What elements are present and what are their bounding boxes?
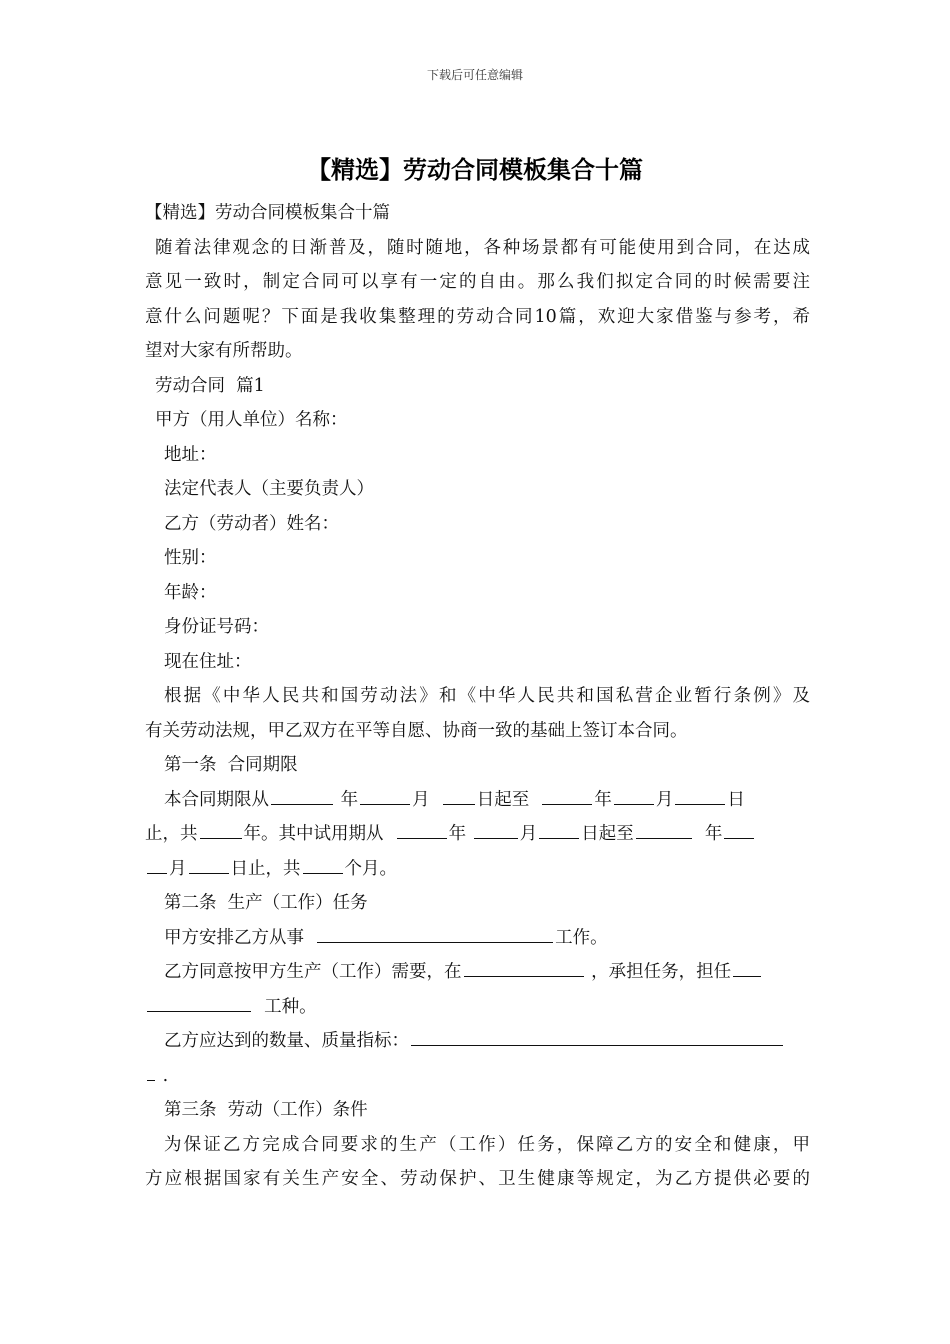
gender-field: 性别： bbox=[164, 548, 217, 568]
intro-line: 意什么问题呢？下面是我收集整理的劳动合同10篇，欢迎大家借鉴与参考，希 bbox=[145, 306, 810, 327]
document-title: 【精选】劳动合同模板集合十篇 bbox=[307, 155, 643, 184]
article3-line: 方应根据国家有关生产安全、劳动保护、卫生健康等规定，为乙方提供必要的 bbox=[145, 1169, 810, 1189]
intro-line: 意见一致时，制定合同可以享有一定的自由。那么我们拟定合同的时候需要注 bbox=[145, 272, 810, 292]
quota-end-line: . bbox=[145, 1059, 810, 1094]
age-field: 年龄： bbox=[164, 582, 217, 603]
term-line: 止，共 年。其中试用期从 年 月 日起至 年 bbox=[145, 817, 810, 852]
id-number-field: 身份证号码： bbox=[164, 617, 269, 637]
preamble-line: 根据《中华人民共和国劳动法》和《中华人民共和国私营企业暂行条例》及 bbox=[164, 686, 810, 706]
preamble-line: 有关劳动法规，甲乙双方在平等自愿、协商一致的基础上签订本合同。 bbox=[145, 720, 688, 741]
section-heading: 劳动合同 篇1 bbox=[155, 375, 265, 396]
article3-line: 为保证乙方完成合同要求的生产（工作）任务，保障乙方的安全和健康，甲 bbox=[164, 1134, 810, 1155]
article2-heading: 第二条 生产（工作）任务 bbox=[164, 893, 368, 913]
party-a-name: 甲方（用人单位）名称： bbox=[155, 410, 348, 430]
article1-heading: 第一条 合同期限 bbox=[164, 755, 298, 775]
current-address-field: 现在住址： bbox=[164, 651, 252, 672]
document-body bbox=[145, 196, 810, 1197]
address-field: 地址： bbox=[164, 444, 217, 465]
article3-heading: 第三条 劳动（工作）条件 bbox=[164, 1100, 368, 1120]
subtitle: 【精选】劳动合同模板集合十篇 bbox=[145, 203, 390, 223]
quota-line: 乙方应达到的数量、质量指标： bbox=[145, 1024, 810, 1059]
term-line: 本合同期限从 年 月 日起至 年 月 日 bbox=[145, 783, 810, 818]
legal-rep-field: 法定代表人（主要负责人） bbox=[164, 479, 374, 499]
intro-line: 望对大家有所帮助。 bbox=[145, 341, 303, 361]
intro-line: 随着法律观念的日渐普及，随时随地，各种场景都有可能使用到合同，在达成 bbox=[155, 237, 810, 258]
page-header: 下载后可任意编辑 bbox=[426, 68, 523, 82]
party-b-name: 乙方（劳动者）姓名： bbox=[164, 513, 339, 534]
term-line: 月 日止，共 个月。 bbox=[145, 852, 810, 887]
agree-line: 乙方同意按甲方生产（工作）需要，在 ，承担任务，担任 bbox=[145, 955, 810, 990]
assign-line: 甲方安排乙方从事 工作。 bbox=[145, 921, 810, 956]
job-type-line: 工种。 bbox=[145, 990, 810, 1025]
